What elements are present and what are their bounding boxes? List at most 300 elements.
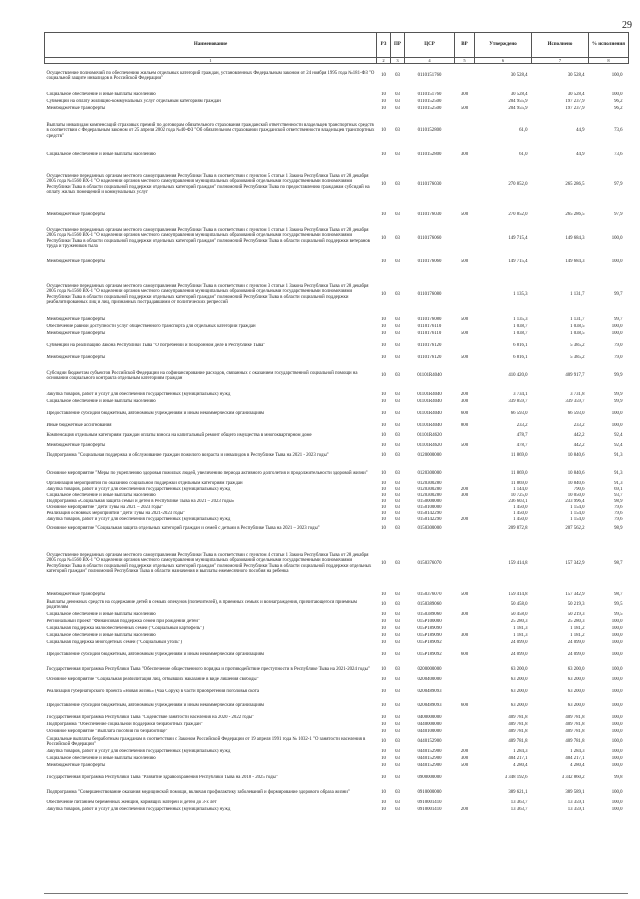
- cell-executed: 404 217,1: [565, 756, 585, 762]
- table-row: [45, 736, 629, 749]
- cell-percent: 99,5: [614, 612, 623, 618]
- cell-approved: 11 869,0: [510, 453, 528, 459]
- cell-percent: 91,3: [614, 480, 623, 486]
- cell-percent: 79,6: [614, 504, 623, 510]
- cell-vr: [455, 677, 475, 684]
- cell-rz: 10: [381, 392, 386, 398]
- cell-csr: 01101R4040: [417, 399, 442, 405]
- cell-pr: 03: [395, 800, 400, 806]
- cell-executed: 265 286,5: [565, 181, 585, 187]
- cell-rz: 10: [381, 259, 386, 265]
- cell-pr: 03: [395, 516, 400, 522]
- cell-pr: 03: [395, 423, 400, 429]
- cell-approved: 1 135,3: [513, 317, 528, 323]
- table-row: [45, 703, 629, 710]
- cell-pr: 03: [395, 775, 400, 781]
- cell-executed: 63 200,0: [567, 689, 585, 695]
- cell-vr: [455, 619, 475, 626]
- cell-pr: 03: [395, 355, 400, 361]
- cell-executed: 1 181,2: [570, 626, 585, 632]
- column-number: 6: [475, 58, 532, 64]
- cell-approved: 404 217,1: [508, 756, 528, 762]
- cell-approved: 149 715,4: [508, 235, 528, 241]
- cell-pr: 03: [395, 756, 400, 762]
- cell-approved: 159 414,8: [508, 592, 528, 598]
- cell-name: Обеспечение равной доступности услуг общественного транспорта для отдельных категорий граждан: [46, 324, 256, 330]
- cell-percent: 91,3: [614, 471, 623, 477]
- table-row: [45, 411, 629, 418]
- cell-approved: 25 280,3: [510, 619, 528, 625]
- column-number: 7: [532, 58, 589, 64]
- cell-pr: 03: [395, 492, 400, 498]
- cell-percent: 100,0: [611, 790, 623, 796]
- cell-rz: 10: [381, 498, 386, 504]
- cell-vr: [455, 800, 475, 807]
- cell-approved: 24 099,0: [510, 652, 528, 658]
- cell-approved: 233,2: [516, 423, 528, 429]
- cell-pr: 03: [395, 73, 400, 79]
- cell-approved: 270 852,0: [508, 181, 528, 187]
- table-row: [45, 99, 629, 106]
- table-row: [45, 392, 629, 399]
- cell-pr: 03: [395, 612, 400, 618]
- cell-csr: 0110152500: [417, 106, 442, 112]
- cell-pr: 03: [395, 331, 400, 337]
- cell-name: [45, 205, 377, 212]
- cell-approved: 24 099,0: [510, 640, 528, 646]
- cell-vr: [455, 736, 475, 749]
- cell-approved: 61,0: [519, 152, 528, 158]
- cell-executed: 149 684,3: [565, 259, 585, 265]
- cell-csr: 0150389060: [417, 602, 442, 608]
- cell-percent: 100,0: [611, 739, 623, 745]
- cell-pr: 03: [395, 703, 400, 709]
- cell-approved: 1 450,0: [513, 510, 528, 516]
- bottom-rule: [44, 893, 628, 894]
- cell-name: Государственная программа Республики Тыва "Содействие занятости населения на 2020 - 2022 годы": [46, 715, 255, 721]
- cell-executed: 339 359,7: [565, 399, 585, 405]
- table-row: [45, 343, 629, 350]
- cell-approved: [475, 144, 532, 152]
- cell-csr: 0120300280: [417, 486, 442, 492]
- cell-rz: 10: [381, 453, 386, 459]
- cell-name: Подпрограмма "Совершенствование оказания медицинской помощи, включая профилактику заболеваний и формирование здорового образа жизни": [46, 790, 350, 796]
- cell-name: Иные бюджетные ассигнования: [46, 423, 112, 429]
- cell-percent: 96,2: [614, 99, 623, 105]
- cell-percent: 100,0: [611, 677, 623, 683]
- table-row: [45, 664, 629, 677]
- cell-csr: 0150389060: [417, 612, 442, 618]
- cell-vr: [455, 775, 475, 782]
- cell-vr: 200: [460, 486, 469, 492]
- cell-percent: 98,9: [614, 526, 623, 532]
- cell-vr: [455, 119, 475, 144]
- cell-pr: 03: [395, 317, 400, 323]
- table-row: [45, 619, 629, 626]
- cell-rz: 10: [381, 677, 386, 683]
- cell-approved: 409 781,8: [508, 722, 528, 728]
- table-row: [45, 273, 629, 317]
- cell-rz: 10: [381, 703, 386, 709]
- cell-csr: 0120300280: [417, 492, 442, 498]
- cell-executed: 44,9: [576, 128, 585, 134]
- cell-name: Предоставление субсидий бюджетным, автономным учреждениям и иным некоммерческим организациям: [46, 652, 264, 658]
- cell-vr: [455, 696, 475, 703]
- cell-percent: [589, 205, 629, 212]
- cell-csr: 0400000000: [417, 715, 442, 721]
- cell-csr: 0440152900: [417, 739, 442, 745]
- cell-executed: 13 359,1: [567, 807, 585, 813]
- cell-executed: 24 099,0: [567, 640, 585, 646]
- cell-percent: 96,2: [614, 106, 623, 112]
- cell-approved: 204 955,9: [508, 106, 528, 112]
- table-row: [45, 106, 629, 113]
- cell-pr: 03: [395, 602, 400, 608]
- cell-csr: 01101R4620: [417, 443, 442, 449]
- cell-approved: 409 781,8: [508, 739, 528, 745]
- cell-percent: 97,9: [614, 212, 623, 218]
- cell-name: Основное мероприятие "Социальная реабилитация лиц, отбывших наказание в виде лишения свободы": [46, 677, 259, 683]
- cell-percent: 97,9: [614, 181, 623, 187]
- cell-name: Закупка товаров, работ и услуг для обеспечения государственных (муниципальных) нужд: [46, 486, 231, 492]
- cell-executed: 157 342,9: [565, 592, 585, 598]
- cell-approved: 3 734,1: [513, 392, 528, 398]
- table-row: [45, 756, 629, 763]
- table-row: [45, 775, 629, 782]
- cell-name: Осуществление полномочий по обеспечению жильем отдельных категорий граждан, установленных Федеральным законом от 24 ноября 1995 года №181-ФЗ "О социальной защите инвалидов в Российской Федерации": [46, 70, 375, 81]
- cell-rz: [377, 144, 391, 152]
- cell-rz: 10: [381, 331, 386, 337]
- cell-percent: 100,0: [611, 259, 623, 265]
- cell-pr: 03: [395, 471, 400, 477]
- cell-csr: 015P189090: [417, 633, 442, 639]
- cell-name: Межбюджетные трансферты: [46, 763, 106, 769]
- cell-approved: 1 284,3: [513, 749, 528, 755]
- table-row: [45, 399, 629, 406]
- cell-executed: 5 385,2: [570, 343, 585, 349]
- cell-pr: 03: [395, 592, 400, 598]
- header-pr: ПР: [391, 33, 405, 58]
- cell-approved: 50 458,0: [510, 602, 528, 608]
- cell-name: Закупка товаров, работ и услуг для обеспечения государственных (муниципальных) нужд: [46, 807, 231, 813]
- cell-rz: 10: [381, 423, 386, 429]
- cell-executed: 1 154,0: [570, 504, 585, 510]
- cell-csr: 0150300000: [417, 526, 442, 532]
- cell-executed: 409 781,8: [565, 722, 585, 728]
- cell-csr: 0440152900: [417, 756, 442, 762]
- column-number: 2: [377, 58, 391, 64]
- cell-percent: 100,0: [611, 703, 623, 709]
- cell-rz: 10: [381, 399, 386, 405]
- spacer-row: [45, 205, 629, 212]
- cell-vr: [455, 468, 475, 481]
- cell-percent: 98,7: [614, 592, 623, 598]
- table-row: [45, 259, 629, 266]
- cell-executed: 233 996,4: [565, 498, 585, 504]
- cell-rz: 10: [381, 504, 386, 510]
- table-row: [45, 67, 629, 86]
- page-number: 29: [622, 20, 632, 31]
- table-row: [45, 787, 629, 800]
- table-row: [45, 523, 629, 536]
- cell-rz: 10: [381, 775, 386, 781]
- cell-executed: [532, 205, 589, 212]
- cell-percent: 79,6: [614, 510, 623, 516]
- cell-percent: 79,6: [614, 516, 623, 522]
- cell-percent: 100,0: [611, 633, 623, 639]
- cell-approved: 270 852,0: [508, 212, 528, 218]
- cell-csr: 0110176030: [417, 212, 442, 218]
- cell-vr: 300: [460, 633, 469, 639]
- cell-rz: 10: [381, 807, 386, 813]
- cell-approved: 1 181,3: [513, 633, 528, 639]
- cell-vr: [455, 664, 475, 677]
- table-row: [45, 807, 629, 814]
- cell-rz: 10: [381, 355, 386, 361]
- cell-approved: 389 621,1: [508, 790, 528, 796]
- cell-pr: 03: [395, 715, 400, 721]
- cell-rz: 10: [381, 633, 386, 639]
- cell-name: Осуществление переданных органам местного самоуправления Республики Тыва в соответствии с пунктом 5 статьи 1 Закона Республики Тыва от 28 декабря 2005 года №1560 ВХ-1 "О наделении органов местного самоуправления муниципальных образований отдельными государственными полномочиями Республики Тыва в области социальной поддержки отдельных категорий граждан" полномочий Республики Тыва по предоставлению гражданам субсидий на оплату жилых помещений и коммунальных услуг: [46, 173, 370, 195]
- cell-approved: 3 348 192,6: [504, 775, 528, 781]
- cell-vr: [455, 324, 475, 331]
- cell-rz: 10: [381, 411, 386, 417]
- table-row: [45, 640, 629, 647]
- cell-csr: 0110152800: [417, 128, 442, 134]
- cell-executed: 5 385,2: [570, 355, 585, 361]
- spacer-row: [45, 144, 629, 152]
- cell-vr: [455, 205, 475, 212]
- cell-percent: [589, 696, 629, 703]
- cell-rz: 10: [381, 486, 386, 492]
- cell-percent: 98,9: [614, 498, 623, 504]
- cell-percent: 100,0: [611, 722, 623, 728]
- cell-rz: 10: [381, 667, 386, 673]
- cell-vr: 300: [460, 612, 469, 618]
- cell-pr: 03: [395, 790, 400, 796]
- cell-rz: 10: [381, 602, 386, 608]
- cell-approved: 6 816,1: [513, 355, 528, 361]
- cell-rz: 10: [381, 106, 386, 112]
- cell-executed: 389 589,1: [565, 790, 585, 796]
- cell-pr: 03: [395, 640, 400, 646]
- cell-executed: 409 781,8: [565, 715, 585, 721]
- cell-csr: 0120300000: [417, 471, 442, 477]
- cell-percent: 100,0: [611, 749, 623, 755]
- cell-approved: 339 859,7: [508, 399, 528, 405]
- cell-vr: 500: [460, 212, 469, 218]
- header-vr: ВР: [455, 33, 475, 58]
- cell-approved: 11 869,0: [510, 471, 528, 477]
- cell-percent: 99,9: [614, 392, 623, 398]
- cell-vr: 500: [460, 763, 469, 769]
- cell-name: Основное мероприятие "Выплата пособия по безработице": [46, 729, 168, 735]
- cell-name: Предоставление субсидий бюджетным, автономным учреждениям и иным некоммерческим организациям: [46, 411, 264, 417]
- table-row: [45, 443, 629, 450]
- column-number: 8: [589, 58, 629, 64]
- cell-rz: 10: [381, 626, 386, 632]
- cell-rz: 10: [381, 128, 386, 134]
- cell-pr: 03: [395, 619, 400, 625]
- cell-name: Основное мероприятие "Социальная защита отдельных категорий граждан и семей с детьми в Республике Тыва на 2021 – 2023 годы": [46, 526, 320, 532]
- cell-pr: 03: [395, 504, 400, 510]
- table-row: [45, 677, 629, 684]
- cell-executed: 10 840,6: [567, 471, 585, 477]
- cell-name: Основное мероприятие "Меры по укреплению здоровья пожилых людей, увеличению периода активного долголетия и продолжительности здоровой жизни": [46, 471, 368, 477]
- cell-csr: 0120000000: [417, 453, 442, 459]
- cell-rz: 10: [381, 181, 386, 187]
- cell-executed: 265 286,5: [565, 212, 585, 218]
- cell-rz: 10: [381, 471, 386, 477]
- cell-percent: 100,0: [611, 235, 623, 241]
- table-row: [45, 763, 629, 770]
- cell-approved: 30 528,4: [510, 73, 528, 79]
- table-body: [45, 64, 629, 814]
- cell-vr: [455, 689, 475, 696]
- cell-vr: 200: [460, 749, 469, 755]
- cell-csr: 015P189092: [417, 640, 442, 646]
- cell-approved: 1 450,0: [513, 504, 528, 510]
- cell-vr: [455, 542, 475, 586]
- cell-vr: [455, 343, 475, 350]
- cell-approved: 209 872,8: [508, 526, 528, 532]
- cell-executed: 30 528,4: [567, 73, 585, 79]
- cell-pr: 03: [395, 128, 400, 134]
- cell-name: Закупка товаров, работ и услуг для обеспечения государственных (муниципальных) нужд: [46, 749, 231, 755]
- table-row: [45, 165, 629, 205]
- cell-rz: 10: [381, 749, 386, 755]
- cell-name: Социальное обеспечение и иные выплаты населению: [46, 756, 156, 762]
- column-number: 1: [45, 58, 377, 64]
- table-row: [45, 599, 629, 612]
- cell-vr: [455, 67, 475, 86]
- cell-percent: 69,1: [614, 486, 623, 492]
- cell-name: Межбюджетные трансферты: [46, 259, 106, 265]
- cell-csr: [405, 696, 455, 703]
- cell-executed: 63 200,0: [567, 667, 585, 673]
- cell-approved: 1 181,3: [513, 626, 528, 632]
- cell-rz: 10: [381, 212, 386, 218]
- cell-pr: 03: [395, 92, 400, 98]
- cell-executed: 3 731,8: [570, 392, 585, 398]
- cell-vr: 300: [460, 492, 469, 498]
- cell-executed: 30 528,4: [567, 92, 585, 98]
- cell-pr: 03: [395, 324, 400, 330]
- table-row: [45, 626, 629, 633]
- cell-vr: 200: [460, 392, 469, 398]
- cell-name: Межбюджетные трансферты: [46, 106, 106, 112]
- cell-approved: 1 038,7: [513, 331, 528, 337]
- cell-percent: 99,9: [614, 399, 623, 405]
- cell-percent: [589, 266, 629, 273]
- cell-executed: 409 781,8: [565, 739, 585, 745]
- cell-executed: [532, 266, 589, 273]
- cell-percent: 73,6: [614, 128, 623, 134]
- cell-percent: 79,0: [614, 343, 623, 349]
- cell-approved: 50 458,0: [510, 612, 528, 618]
- cell-executed: 10 840,6: [567, 480, 585, 486]
- cell-csr: 0110151760: [417, 92, 442, 98]
- cell-rz: 10: [381, 235, 386, 241]
- cell-rz: [377, 266, 391, 273]
- cell-executed: 197 237,9: [565, 99, 585, 105]
- cell-approved: 478,7: [516, 443, 528, 449]
- cell-name: Социальное обеспечение и иные выплаты населению: [46, 492, 156, 498]
- cell-vr: [455, 640, 475, 647]
- budget-table: [44, 32, 629, 814]
- cell-name: Обеспечение питанием беременных женщин, кормящих матерей и детей до 3-х лет: [46, 800, 217, 806]
- cell-approved: 63 200,0: [510, 703, 528, 709]
- cell-name: Выплаты денежных средств на содержание детей в семьях опекунов (попечителей), в приемных семьях и вознаграждения, причитающегося приемным родителям: [46, 599, 357, 610]
- cell-approved: 11 869,0: [510, 480, 528, 486]
- cell-csr: 0110176060: [417, 235, 442, 241]
- cell-csr: 0110176030: [417, 181, 442, 187]
- column-number: 4: [405, 58, 455, 64]
- cell-percent: 99,7: [614, 317, 623, 323]
- cell-rz: 10: [381, 790, 386, 796]
- cell-csr: [405, 144, 455, 152]
- cell-name: Межбюджетные трансферты: [46, 443, 106, 449]
- cell-approved: 66 593,0: [510, 411, 528, 417]
- table-row: [45, 633, 629, 640]
- cell-name: Реализация губернаторского проекта «Новая жизнь» (Чаа Сорук) в части приобретения поголовья скота: [46, 689, 260, 695]
- cell-percent: 91,3: [614, 453, 623, 459]
- cell-executed: 50 219,3: [567, 612, 585, 618]
- cell-executed: 1 038,5: [570, 331, 585, 337]
- cell-csr: 0440000000: [417, 722, 442, 728]
- cell-pr: 03: [395, 399, 400, 405]
- cell-name: Закупка товаров, работ и услуг для обеспечения государственных (муниципальных) нужд: [46, 516, 231, 522]
- cell-pr: 03: [395, 235, 400, 241]
- cell-pr: 03: [395, 626, 400, 632]
- cell-rz: 10: [381, 291, 386, 297]
- cell-csr: 0910001410: [417, 800, 442, 806]
- cell-pr: 03: [395, 560, 400, 566]
- cell-vr: [455, 99, 475, 106]
- cell-csr: [405, 266, 455, 273]
- cell-percent: 100,0: [611, 715, 623, 721]
- cell-pr: 03: [395, 259, 400, 265]
- cell-executed: 1 154,0: [570, 516, 585, 522]
- cell-pr: 03: [395, 498, 400, 504]
- cell-name: Социальная поддержка малообеспеченных семей ("Социальный картофель"): [46, 626, 204, 632]
- cell-approved: 30 528,4: [510, 92, 528, 98]
- cell-rz: 10: [381, 756, 386, 762]
- cell-vr: [455, 523, 475, 536]
- cell-pr: 03: [395, 526, 400, 532]
- cell-percent: 100,0: [611, 423, 623, 429]
- cell-executed: 442,2: [573, 433, 585, 439]
- cell-csr: 01101R4040: [417, 411, 442, 417]
- cell-pr: 03: [395, 443, 400, 449]
- table-row: [45, 749, 629, 756]
- cell-rz: 10: [381, 480, 386, 486]
- cell-percent: 100,0: [611, 411, 623, 417]
- cell-rz: [377, 205, 391, 212]
- cell-rz: 10: [381, 510, 386, 516]
- cell-pr: 03: [395, 433, 400, 439]
- cell-percent: 93,7: [614, 492, 623, 498]
- table-row: [45, 92, 629, 99]
- cell-vr: 300: [460, 756, 469, 762]
- cell-vr: 500: [460, 317, 469, 323]
- cell-csr: 0110176110: [417, 324, 442, 330]
- cell-percent: 100,0: [611, 652, 623, 658]
- cell-pr: 03: [395, 453, 400, 459]
- table-row: [45, 331, 629, 338]
- cell-csr: 0110176080: [417, 291, 442, 297]
- cell-vr: 300: [460, 152, 469, 158]
